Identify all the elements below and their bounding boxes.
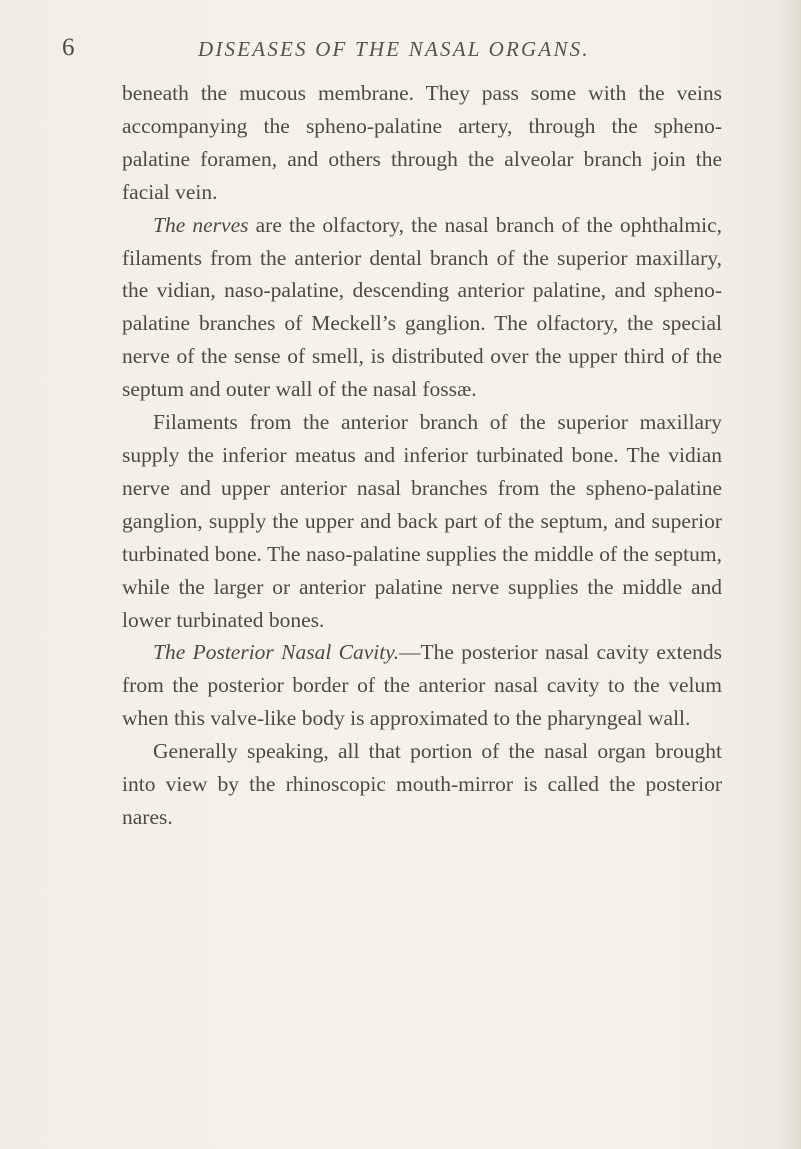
paragraph-text: beneath the mucous membrane. They pass some with the veins accompanying the spheno-palatine artery, through the spheno-palatine foramen, and others through the alveolar branch join the facial vein. [122,81,722,204]
paragraph-posterior-nasal-cavity [122,636,722,735]
section-heading-italic: The Posterior Nasal Cavity. [153,640,399,665]
paragraph-text: Filaments from the anterior branch of the superior maxillary supply the inferior meatus and inferior turbinated bone. The vidian nerve and upper anterior nasal branches from the spheno-palatine ganglion, supply the upper and back part of the septum, and superior turbinated bone. The naso-palatine supplies the middle of the septum, while the larger or anterior palatine nerve supplies the middle and lower turbinated bones. [122,410,722,632]
page-header [62,33,742,65]
paragraph-text: Generally speaking, all that portion of the nasal organ brought into view by the rhinoscopic mouth-mirror is called the posterior nares. [122,739,722,829]
paragraph-filaments [122,406,722,636]
paragraph-text: —The posterior nasal cavity extends from the posterior border of the anterior nasal cavity to the velum when this valve-like body is approximated to the pharyngeal wall. [122,640,722,731]
paragraph-nerves [122,209,722,406]
page-number: 6 [62,34,75,61]
paragraph-lead-italic: The nerves [153,212,249,237]
page-edge-shadow [779,0,801,1149]
running-head: DISEASES OF THE NASAL ORGANS. [198,37,590,61]
paragraph-generally-speaking [122,735,722,834]
paragraph-text: are the olfactory, the nasal branch of the ophthalmic, filaments from the anterior dental branch of the superior maxillary, the vidian, naso-palatine, descending anterior palatine, and spheno-palatine branches of Meckell’s ganglion. The olfactory, the special nerve of the sense of smell, is distributed over the upper third of the septum and outer wall of the nasal fossæ. [122,212,722,402]
paragraph-continued [122,77,722,209]
body-text [122,77,722,834]
